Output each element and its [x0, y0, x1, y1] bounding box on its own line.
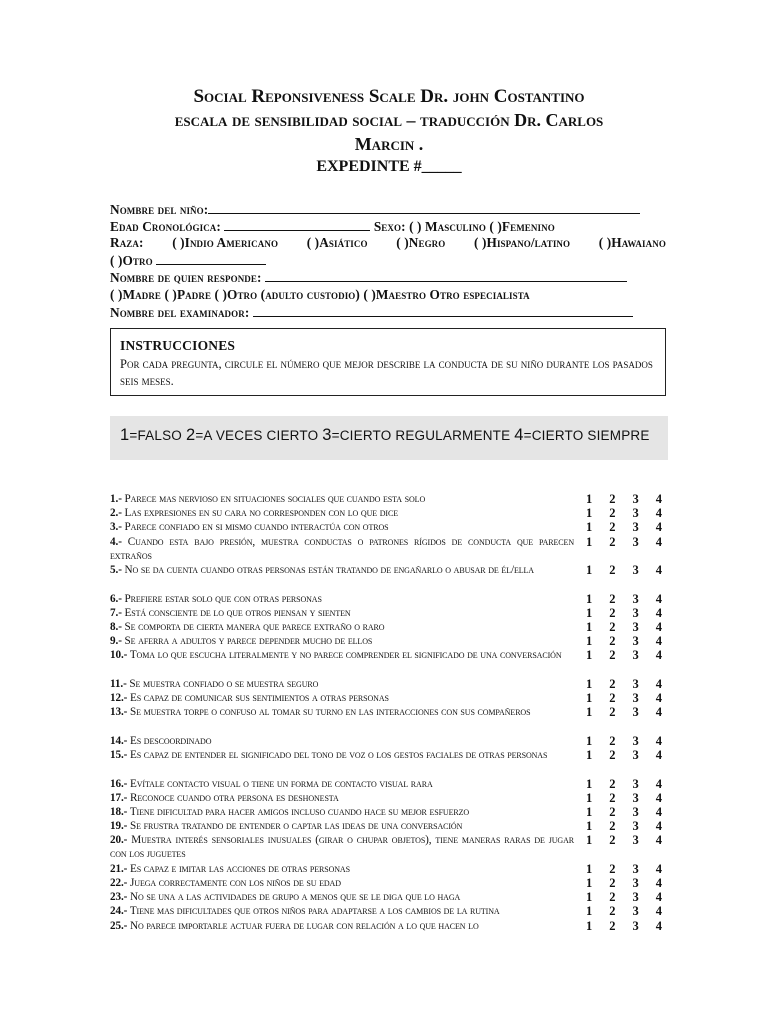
scale-2-label: =A VECES CIERTO [195, 428, 323, 443]
question-number: 11.- [110, 677, 127, 690]
answer-option-3[interactable]: 3 [632, 748, 639, 762]
question-text [110, 890, 574, 904]
answer-option-1[interactable]: 1 [586, 776, 593, 791]
question-text [110, 748, 574, 762]
question-number: 1.- [110, 493, 122, 505]
question-row [110, 777, 670, 791]
question-number: 25.- [110, 919, 128, 932]
answer-options [586, 620, 662, 634]
answer-options [586, 520, 662, 534]
answer-option-4[interactable]: 4 [655, 691, 662, 706]
instructions-box [110, 328, 666, 396]
answer-option-1[interactable]: 1 [586, 648, 593, 663]
answer-option-3[interactable]: 3 [632, 634, 639, 649]
answer-option-4[interactable]: 4 [655, 492, 662, 506]
answer-option-1[interactable]: 1 [586, 634, 593, 649]
scale-1-number: 1 [120, 426, 130, 444]
answer-option-4[interactable]: 4 [655, 804, 662, 819]
answer-option-2[interactable]: 2 [609, 648, 616, 663]
answer-option-3[interactable]: 3 [632, 733, 639, 748]
question-row [110, 606, 670, 620]
relation-other-option[interactable]: ( )Otro (adulto custodio) [214, 287, 360, 302]
question-row [110, 862, 670, 876]
answer-option-1[interactable]: 1 [586, 620, 593, 634]
question-label: Juega correctamente con los niños de su edad [130, 877, 341, 889]
answer-options [586, 634, 662, 648]
answer-option-3[interactable]: 3 [632, 890, 639, 905]
answer-option-4[interactable]: 4 [655, 620, 662, 634]
answer-options [586, 876, 662, 890]
respondent-row [110, 269, 627, 286]
answer-option-4[interactable]: 4 [655, 833, 662, 848]
question-row [110, 563, 670, 577]
question-number: 10.- [110, 649, 128, 662]
answer-options [586, 791, 662, 805]
answer-option-4[interactable]: 4 [655, 819, 662, 834]
answer-option-4[interactable]: 4 [655, 876, 662, 890]
question-text [110, 805, 574, 819]
question-text [110, 535, 574, 563]
examiner-field[interactable] [253, 304, 633, 317]
answer-options [586, 819, 662, 833]
answer-options [586, 563, 662, 577]
question-number: 2.- [110, 507, 122, 520]
question-number: 4.- [110, 535, 122, 548]
answer-options [586, 890, 662, 904]
answer-option-1[interactable]: 1 [586, 918, 593, 933]
answer-option-3[interactable]: 3 [632, 492, 639, 506]
question-text [110, 862, 574, 876]
answer-options [586, 734, 662, 748]
race-other-row [110, 252, 266, 269]
child-name-label: Nombre del niño: [110, 202, 209, 217]
age-label: Edad Cronológica: [110, 219, 221, 234]
question-text [110, 705, 574, 719]
question-number: 21.- [110, 862, 128, 875]
question-label: Prefiere estar solo que con otras personas [124, 592, 322, 605]
question-row [110, 648, 670, 662]
rating-scale-legend [110, 416, 668, 460]
question-number: 22.- [110, 877, 128, 889]
question-row [110, 876, 670, 890]
respondent-field[interactable] [265, 269, 627, 282]
answer-option-4[interactable]: 4 [655, 890, 662, 905]
answer-option-2[interactable]: 2 [609, 676, 616, 691]
question-number: 14.- [110, 734, 128, 747]
race-option-hawaiian[interactable]: ( )Hawaiano [598, 235, 666, 250]
question-row [110, 819, 670, 833]
race-option-hispanic[interactable]: ( )Hispano/latino [474, 235, 571, 250]
answer-options [586, 833, 662, 847]
answer-option-1[interactable]: 1 [586, 676, 593, 691]
question-number: 24.- [110, 905, 128, 918]
answer-option-3[interactable]: 3 [632, 904, 639, 919]
question-label: Las expresiones en su cara no corresponden con lo que dice [124, 507, 398, 520]
question-label: Se muestra confiado o se muestra seguro [129, 677, 319, 690]
question-text [110, 791, 574, 805]
scale-4-label: =CIERTO SIEMPRE [523, 428, 650, 443]
question-text [110, 876, 574, 890]
question-label: No parece importarle actuar fuera de lugar con relación a lo que hacen lo [130, 919, 479, 932]
answer-option-4[interactable]: 4 [655, 776, 662, 791]
question-text [110, 833, 574, 861]
question-number: 6.- [110, 592, 122, 605]
answer-options [586, 606, 662, 620]
question-number: 17.- [110, 791, 128, 804]
form-subtitle: escala de sensibilidad social – traducción Dr. Carlos [174, 110, 604, 130]
form-title: Social Reponsiveness Scale Dr. john Costantino [193, 86, 585, 107]
answer-option-3[interactable]: 3 [632, 833, 639, 848]
answer-option-1[interactable]: 1 [586, 790, 593, 805]
answer-option-3[interactable]: 3 [632, 605, 639, 620]
question-text [110, 734, 574, 748]
question-number: 3.- [110, 521, 122, 534]
age-field[interactable] [224, 218, 370, 231]
answer-option-3[interactable]: 3 [632, 876, 639, 890]
form-subtitle-continued: Marcin . [354, 134, 424, 154]
question-text [110, 506, 574, 520]
answer-options [586, 805, 662, 819]
question-number: 18.- [110, 805, 128, 818]
answer-option-1[interactable]: 1 [586, 506, 593, 521]
answer-option-3[interactable]: 3 [632, 819, 639, 834]
answer-option-2[interactable]: 2 [609, 804, 616, 819]
answer-option-2[interactable]: 2 [609, 819, 616, 834]
question-label: Se aferra a adultos y parece depender mucho de ellos [124, 635, 373, 648]
question-label: Es capaz e imitar las acciones de otras personas [130, 862, 350, 875]
relation-row [110, 287, 530, 303]
answer-option-2[interactable]: 2 [609, 620, 616, 634]
sex-female-option[interactable]: ( )Femenino [489, 219, 555, 234]
question-row [110, 592, 670, 606]
instructions-text: Por cada pregunta, circule el número que mejor describe la conducta de su niño durante los pasados seis meses. [120, 357, 653, 388]
answer-options [586, 648, 662, 662]
question-label: Está consciente de lo que otros piensan y sienten [124, 606, 351, 619]
answer-option-3[interactable]: 3 [632, 790, 639, 805]
answer-options [586, 705, 662, 719]
question-label: Se frustra tratando de entender o captar las ideas de una conversación [130, 820, 463, 833]
race-row [110, 235, 666, 251]
child-name-field[interactable] [208, 201, 640, 214]
scale-2-number: 2 [185, 426, 196, 444]
scale-1-label: =FALSO [129, 428, 186, 443]
answer-options [586, 677, 662, 691]
answer-option-3[interactable]: 3 [632, 776, 639, 791]
answer-option-4[interactable]: 4 [655, 563, 662, 578]
record-number: EXPEDINTE #_____ [316, 158, 462, 175]
answer-option-1[interactable]: 1 [586, 876, 593, 890]
question-number: 16.- [110, 777, 128, 790]
race-other-field[interactable] [156, 252, 266, 265]
question-label: Tiene dificultad para hacer amigos incluso cuando hace su mejor esfuerzo [129, 805, 470, 818]
answer-option-4[interactable]: 4 [655, 790, 662, 805]
question-row [110, 904, 670, 918]
question-text [110, 606, 574, 620]
answer-option-3[interactable]: 3 [632, 676, 639, 691]
sex-label: Sexo: [373, 219, 406, 234]
answer-option-3[interactable]: 3 [632, 620, 639, 634]
answer-option-1[interactable]: 1 [586, 904, 593, 919]
answer-option-1[interactable]: 1 [586, 563, 593, 578]
question-row [110, 748, 670, 762]
question-row [110, 492, 670, 506]
question-row [110, 890, 670, 904]
question-row [110, 620, 670, 634]
answer-option-4[interactable]: 4 [655, 676, 662, 691]
answer-option-1[interactable]: 1 [586, 534, 593, 549]
answer-option-2[interactable]: 2 [609, 890, 616, 905]
question-row [110, 691, 670, 705]
scale-4-number: 4 [514, 426, 524, 444]
answer-option-3[interactable]: 3 [632, 591, 639, 606]
answer-option-4[interactable]: 4 [655, 861, 662, 876]
answer-option-2[interactable]: 2 [609, 563, 616, 578]
answer-option-3[interactable]: 3 [632, 918, 639, 933]
answer-option-2[interactable]: 2 [609, 506, 616, 521]
relation-father-option[interactable]: ( )Padre [164, 287, 212, 302]
answer-options [586, 592, 662, 606]
answer-option-2[interactable]: 2 [609, 904, 616, 919]
examiner-label: Nombre del examinador: [110, 305, 250, 320]
answer-option-4[interactable]: 4 [655, 918, 662, 933]
sex-male-option[interactable]: ( ) Masculino [409, 219, 486, 234]
answer-option-2[interactable]: 2 [609, 534, 616, 549]
question-label: Es capaz de entender el significado del tono de voz o los gestos faciales de otras personas [130, 749, 548, 761]
question-text [110, 620, 574, 634]
answer-option-3[interactable]: 3 [632, 861, 639, 876]
answer-option-3[interactable]: 3 [632, 563, 639, 578]
answer-options [586, 862, 662, 876]
question-text [110, 520, 574, 534]
answer-options [586, 777, 662, 791]
question-row [110, 506, 670, 520]
question-row [110, 734, 670, 748]
answer-option-2[interactable]: 2 [609, 591, 616, 606]
answer-options [586, 904, 662, 918]
answer-option-3[interactable]: 3 [632, 520, 639, 535]
answer-option-2[interactable]: 2 [609, 748, 616, 762]
answer-option-1[interactable]: 1 [586, 691, 593, 706]
answer-option-4[interactable]: 4 [655, 648, 662, 663]
question-text [110, 492, 574, 506]
answer-option-2[interactable]: 2 [609, 492, 616, 506]
answer-options [586, 748, 662, 762]
answer-option-2[interactable]: 2 [609, 691, 616, 706]
question-label: Parece confiado en si mismo cuando interactúa con otros [124, 521, 389, 534]
question-label: Tiene mas dificultades que otros niños para adaptarse a los cambios de la rutina [129, 905, 500, 918]
question-label: Evítale contacto visual o tiene un forma de contacto visual rara [130, 777, 433, 790]
question-row [110, 919, 670, 933]
answer-option-1[interactable]: 1 [586, 705, 593, 720]
answer-option-2[interactable]: 2 [609, 918, 616, 933]
answer-options [586, 506, 662, 520]
answer-option-4[interactable]: 4 [655, 904, 662, 919]
answer-option-4[interactable]: 4 [655, 705, 662, 720]
question-label: Cuando esta bajo presión, muestra conductas o patrones rígidos de conducta que parecen extraños [110, 535, 575, 562]
answer-option-3[interactable]: 3 [632, 506, 639, 521]
question-number: 20.- [110, 834, 128, 847]
answer-option-1[interactable]: 1 [586, 804, 593, 819]
child-name-row [110, 201, 640, 218]
question-label: Es capaz de comunicar sus sentimientos a otras personas [130, 692, 389, 705]
question-number: 7.- [110, 606, 122, 619]
answer-option-3[interactable]: 3 [632, 648, 639, 663]
answer-option-1[interactable]: 1 [586, 861, 593, 876]
question-text [110, 563, 574, 577]
question-number: 5.- [110, 564, 122, 577]
answer-option-4[interactable]: 4 [655, 634, 662, 649]
question-label: No se una a las actividades de grupo a menos que se le diga que lo haga [130, 891, 461, 904]
question-text [110, 634, 574, 648]
answer-option-2[interactable]: 2 [609, 833, 616, 848]
question-number: 12.- [110, 692, 128, 705]
question-label: Es descoordinado [130, 734, 212, 747]
question-number: 15.- [110, 749, 128, 761]
answer-options [586, 691, 662, 705]
question-text [110, 677, 574, 691]
answer-options [586, 492, 662, 506]
answer-option-4[interactable]: 4 [655, 520, 662, 535]
race-option-black[interactable]: ( )Negro [396, 235, 446, 250]
question-text [110, 904, 574, 918]
question-row [110, 535, 670, 563]
race-label: Raza: [110, 235, 144, 250]
answer-option-2[interactable]: 2 [609, 861, 616, 876]
answer-option-2[interactable]: 2 [609, 705, 616, 720]
question-label: Muestra interés sensoriales inusuales (girar o chupar objetos), tiene maneras raras de jugar con los juguetes [110, 834, 574, 861]
question-label: Toma lo que escucha literalmente y no parece comprender el significado de una conversación [129, 649, 562, 662]
age-sex-row [110, 218, 555, 235]
answer-option-3[interactable]: 3 [632, 691, 639, 706]
answer-option-2[interactable]: 2 [609, 605, 616, 620]
question-row [110, 520, 670, 534]
question-text [110, 819, 574, 833]
answer-option-3[interactable]: 3 [632, 804, 639, 819]
question-label: Se comporta de cierta manera que parece extraño o raro [124, 621, 385, 633]
question-number: 13.- [110, 706, 128, 719]
answer-option-1[interactable]: 1 [586, 733, 593, 748]
answer-option-2[interactable]: 2 [609, 733, 616, 748]
question-label: No se da cuenta cuando otras personas están tratando de engañarlo o abusar de él/ella [124, 564, 534, 577]
question-text [110, 777, 574, 791]
question-row [110, 677, 670, 691]
answer-option-4[interactable]: 4 [655, 748, 662, 762]
examiner-row [110, 304, 633, 321]
answer-option-4[interactable]: 4 [655, 506, 662, 521]
answer-option-1[interactable]: 1 [586, 520, 593, 535]
question-row [110, 833, 670, 861]
race-option-american-indian[interactable]: ( )Indio Americano [172, 235, 279, 250]
answer-option-2[interactable]: 2 [609, 520, 616, 535]
question-text [110, 648, 574, 662]
scale-3-number: 3 [322, 426, 332, 444]
answer-option-2[interactable]: 2 [609, 634, 616, 649]
answer-option-2[interactable]: 2 [609, 876, 616, 890]
scale-3-label: =CIERTO REGULARMENTE [331, 428, 515, 443]
question-number: 23.- [110, 891, 128, 904]
question-row [110, 791, 670, 805]
answer-option-1[interactable]: 1 [586, 833, 593, 848]
answer-option-4[interactable]: 4 [655, 534, 662, 549]
answer-option-1[interactable]: 1 [586, 819, 593, 834]
answer-option-2[interactable]: 2 [609, 790, 616, 805]
answer-option-1[interactable]: 1 [586, 591, 593, 606]
question-label: Reconoce cuando otra persona es deshonesta [130, 791, 339, 804]
respondent-label: Nombre de quien responde: [110, 270, 262, 285]
answer-option-1[interactable]: 1 [586, 492, 593, 506]
answer-option-1[interactable]: 1 [586, 748, 593, 762]
question-text [110, 691, 574, 705]
question-row [110, 805, 670, 819]
question-label: Se muestra torpe o confuso al tomar su turno en las interacciones con sus compañeros [130, 706, 531, 719]
relation-teacher-option[interactable]: ( )Maestro Otro especialista [363, 287, 530, 302]
race-option-other[interactable]: ( )Otro [110, 253, 153, 268]
question-text [110, 592, 574, 606]
answer-option-1[interactable]: 1 [586, 605, 593, 620]
answer-options [586, 535, 662, 549]
answer-option-4[interactable]: 4 [655, 605, 662, 620]
question-number: 19.- [110, 820, 128, 833]
answer-options [586, 919, 662, 933]
question-row [110, 705, 670, 719]
answer-option-3[interactable]: 3 [632, 705, 639, 720]
answer-option-3[interactable]: 3 [632, 534, 639, 549]
race-option-asian[interactable]: ( )Asiático [306, 235, 368, 250]
relation-mother-option[interactable]: ( )Madre [110, 287, 162, 302]
question-label: Parece mas nervioso en situaciones sociales que cuando esta solo [124, 493, 426, 505]
answer-option-2[interactable]: 2 [609, 776, 616, 791]
answer-option-4[interactable]: 4 [655, 591, 662, 606]
question-number: 9.- [110, 635, 122, 648]
answer-option-4[interactable]: 4 [655, 733, 662, 748]
instructions-title: INSTRUCCIONES [120, 338, 236, 353]
question-text [110, 919, 574, 933]
question-row [110, 634, 670, 648]
answer-option-1[interactable]: 1 [586, 890, 593, 905]
question-number: 8.- [110, 621, 122, 633]
